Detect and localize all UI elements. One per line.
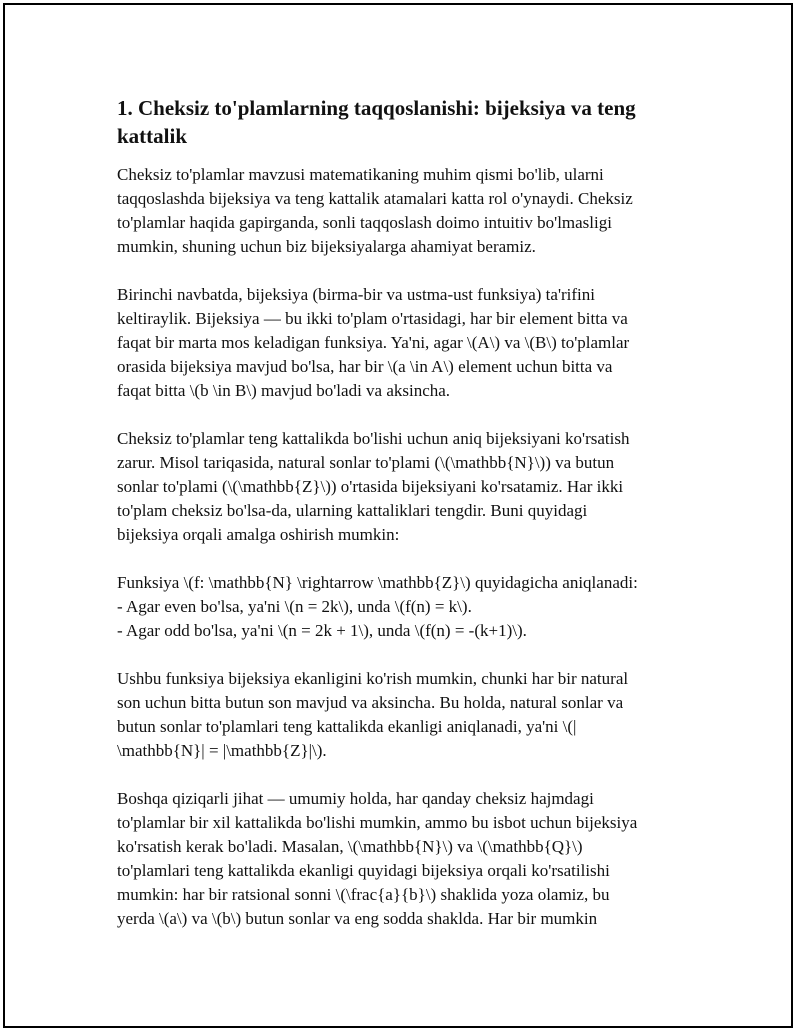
section-heading — [117, 94, 697, 150]
text-line: taqqoslashda bijeksiya va teng kattalik atamalari katta rol o'ynaydi. Cheksiz — [117, 189, 633, 208]
text-line: to'plamlar bir xil kattalikda bo'lishi mumkin, ammo bu isbot uchun bijeksiya — [117, 813, 638, 832]
text-line: mumkin: har bir ratsional sonni \(\frac{a}{b}\) shaklida yoza olamiz, bu — [117, 885, 610, 904]
document-content — [117, 94, 697, 955]
text-line: keltiraylik. Bijeksiya — bu ikki to'plam o'rtasidagi, har bir element bitta va — [117, 309, 628, 328]
text-line: \mathbb{N}| = |\mathbb{Z}|\). — [117, 741, 327, 760]
text-line: faqat bitta \(b \in B\) mavjud bo'ladi va aksincha. — [117, 381, 451, 400]
text-line: bijeksiya orqali amalga oshirish mumkin: — [117, 525, 400, 544]
text-line: Ushbu funksiya bijeksiya ekanligini ko'rish mumkin, chunki har bir natural — [117, 669, 629, 688]
text-line: zarur. Misol tariqasida, natural sonlar to'plami (\(\mathbb{N}\)) va butun — [117, 453, 615, 472]
text-line: ko'rsatish kerak bo'ladi. Masalan, \(\mathbb{N}\) va \(\mathbb{Q}\) — [117, 837, 583, 856]
heading-line: kattalik — [117, 124, 188, 148]
paragraph-intro — [117, 163, 697, 259]
text-line: Birinchi navbatda, bijeksiya (birma-bir va ustma-ust funksiya) ta'rifini — [117, 285, 595, 304]
text-line: - Agar odd bo'lsa, ya'ni \(n = 2k + 1\), unda \(f(n) = -(k+1)\). — [117, 621, 527, 640]
text-line: faqat bir marta mos keladigan funksiya. Ya'ni, agar \(A\) va \(B\) to'plamlar — [117, 333, 630, 352]
text-line: mumkin, shuning uchun biz bijeksiyalarga ahamiyat beramiz. — [117, 237, 536, 256]
paragraph-bijection-definition — [117, 283, 697, 403]
text-line: - Agar even bo'lsa, ya'ni \(n = 2k\), unda \(f(n) = k\). — [117, 597, 472, 616]
text-line: Cheksiz to'plamlar teng kattalikda bo'lishi uchun aniq bijeksiyani ko'rsatish — [117, 429, 630, 448]
text-line: Boshqa qiziqarli jihat — umumiy holda, har qanday cheksiz hajmdagi — [117, 789, 594, 808]
text-line: sonlar to'plami (\(\mathbb{Z}\)) o'rtasida bijeksiyani ko'rsatamiz. Har ikki — [117, 477, 624, 496]
paragraph-rationals — [117, 787, 697, 931]
text-line: yerda \(a\) va \(b\) butun sonlar va eng sodda shaklda. Har bir mumkin — [117, 909, 598, 928]
text-line: to'plamlar haqida gapirganda, sonli taqqoslash doimo intuitiv bo'lmasligi — [117, 213, 612, 232]
paragraph-conclusion — [117, 667, 697, 763]
text-line: to'plamlari teng kattalikda ekanligi quyidagi bijeksiya orqali ko'rsatilishi — [117, 861, 610, 880]
text-line: orasida bijeksiya mavjud bo'lsa, har bir \(a \in A\) element uchun bitta va — [117, 357, 613, 376]
text-line: Cheksiz to'plamlar mavzusi matematikaning muhim qismi bo'lib, ularni — [117, 165, 604, 184]
text-line: butun sonlar to'plamlari teng kattalikda ekanligi aniqlanadi, ya'ni \(| — [117, 717, 577, 736]
text-line: Funksiya \(f: \mathbb{N} \rightarrow \mathbb{Z}\) quyidagicha aniqlanadi: — [117, 573, 638, 592]
heading-line: 1. Cheksiz to'plamlarning taqqoslanishi: bijeksiya va teng — [117, 96, 636, 120]
text-line: son uchun bitta butun son mavjud va aksincha. Bu holda, natural sonlar va — [117, 693, 624, 712]
paragraph-function-definition — [117, 571, 697, 643]
text-line: to'plam cheksiz bo'lsa-da, ularning kattaliklari tengdir. Buni quyidagi — [117, 501, 588, 520]
paragraph-example — [117, 427, 697, 547]
